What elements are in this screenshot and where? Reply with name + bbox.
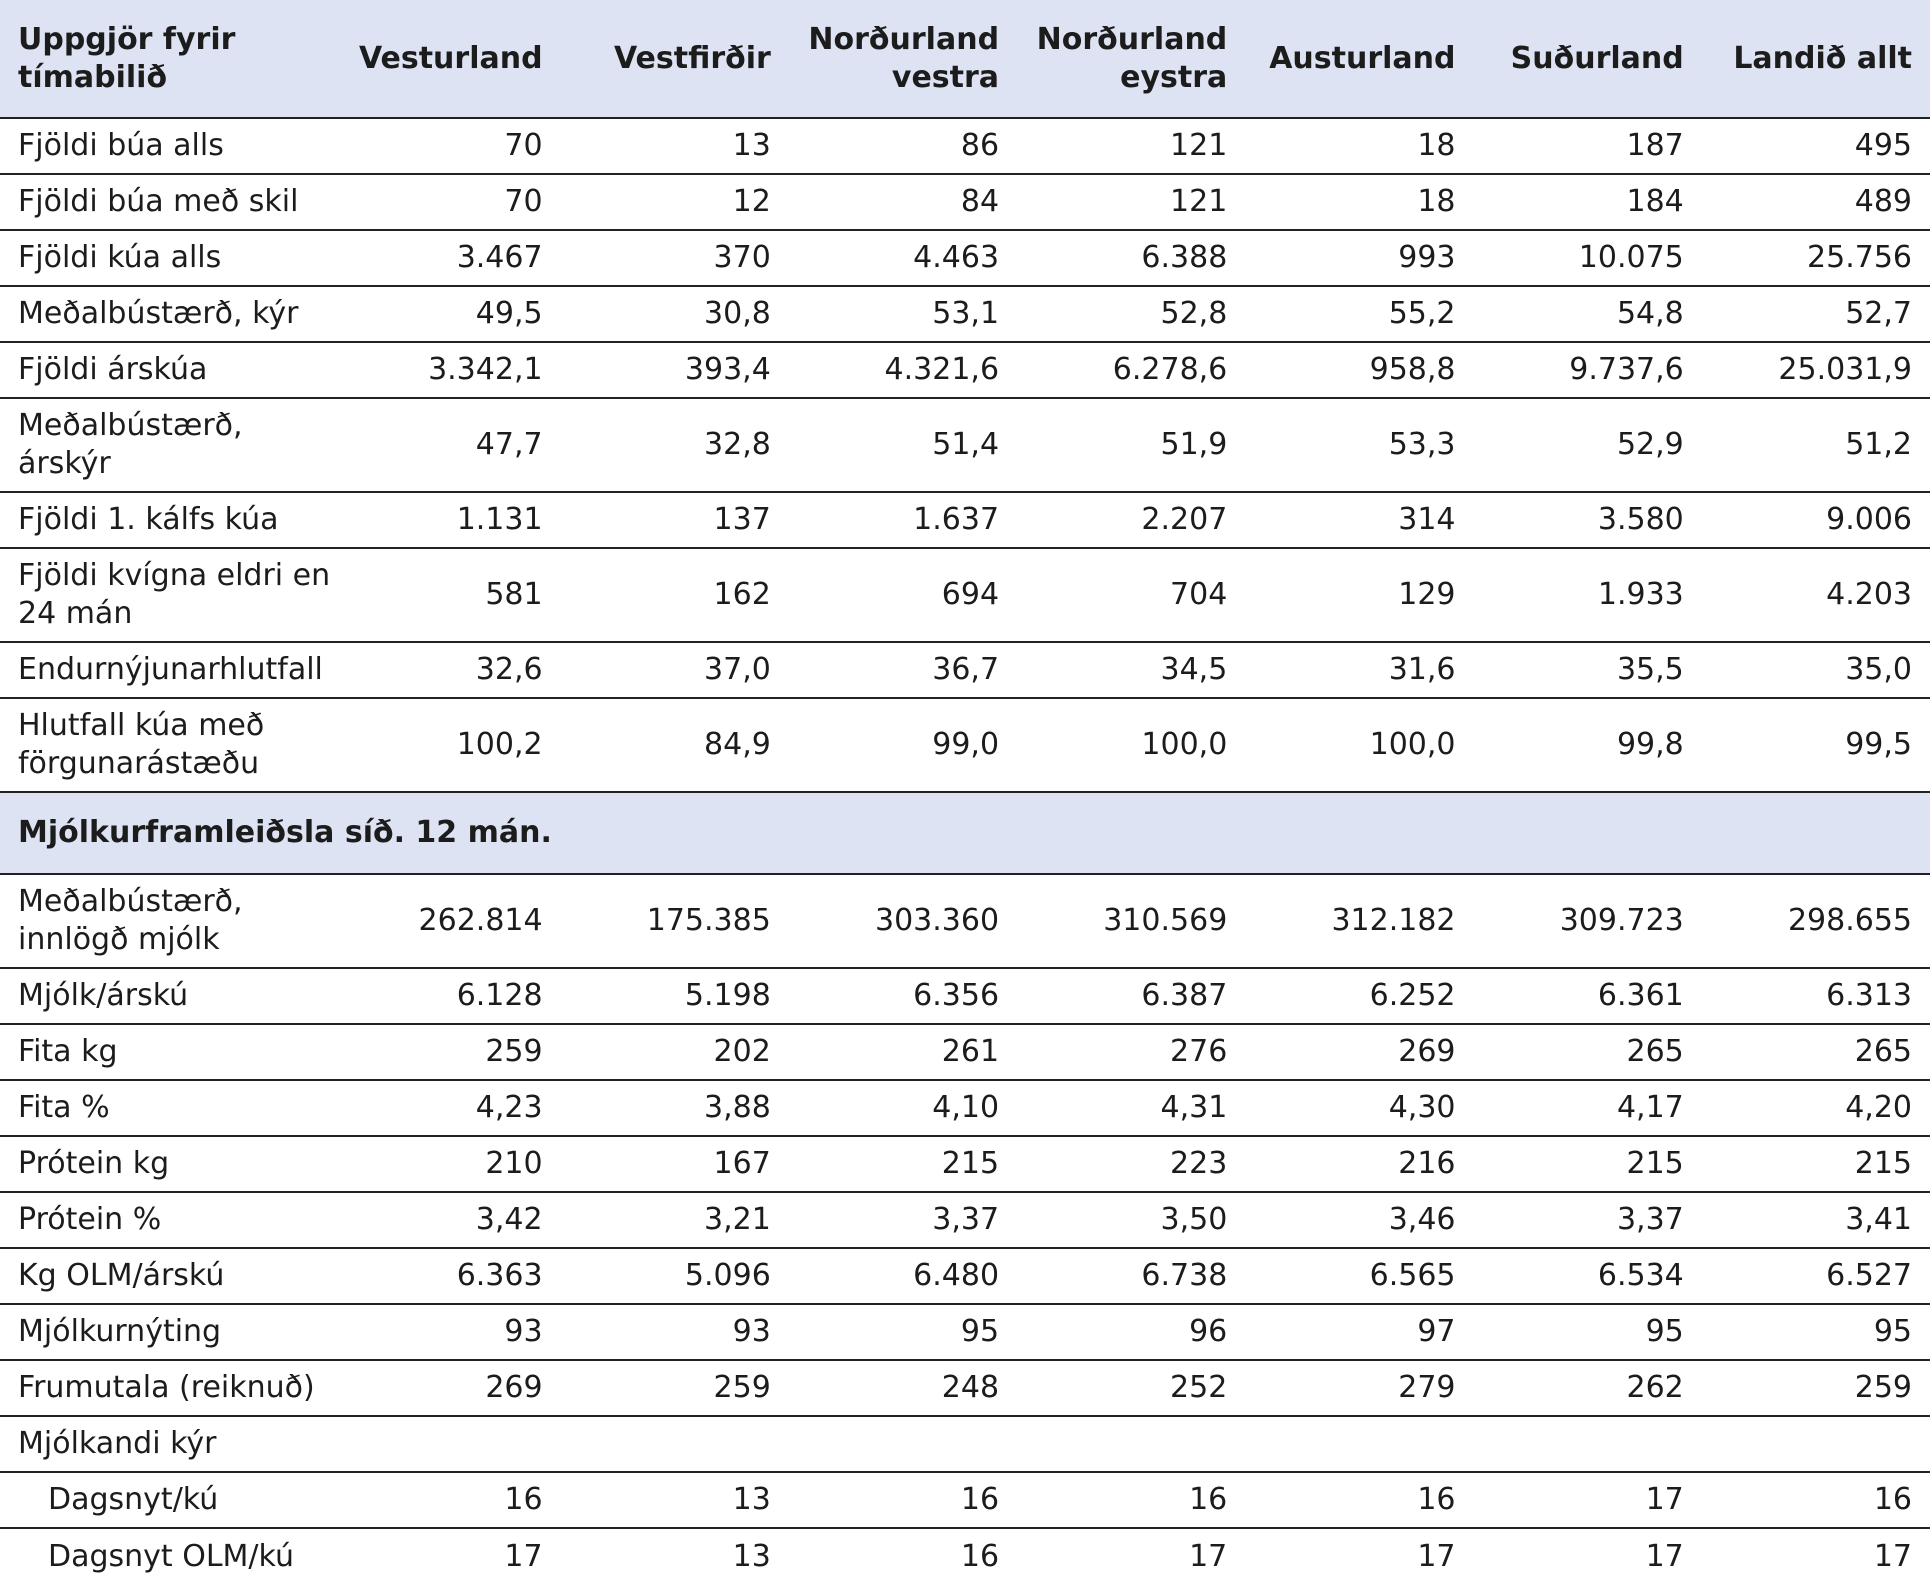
table-cell: 6.363 xyxy=(332,1248,560,1304)
table-cell: 215 xyxy=(1702,1136,1930,1192)
table-cell: 5.198 xyxy=(561,968,789,1024)
table-cell: 100,0 xyxy=(1245,698,1473,792)
table-cell: 16 xyxy=(960,1538,1000,1574)
table-row xyxy=(0,1192,1930,1248)
table-cell: 259 xyxy=(1702,1360,1930,1416)
table-cell: 13 xyxy=(561,1472,789,1528)
table-row xyxy=(0,342,1930,398)
table-cell: 53,3 xyxy=(1245,398,1473,492)
row-label: Frumutala (reiknuð) xyxy=(0,1360,332,1416)
table-cell: 55,2 xyxy=(1245,286,1473,342)
table-cell: 252 xyxy=(1017,1360,1245,1416)
table-cell: 993 xyxy=(1245,230,1473,286)
table-row xyxy=(0,1528,1930,1584)
row-label: Dagsnyt OLM/kú xyxy=(48,1538,295,1574)
table-cell: 3,88 xyxy=(561,1080,789,1136)
table-cell: 86 xyxy=(789,118,1017,174)
table-cell: 4,30 xyxy=(1245,1080,1473,1136)
row-label: Hlutfall kúa með förgunarástæðu xyxy=(0,698,332,792)
table-row xyxy=(0,118,1930,174)
table-row xyxy=(0,1360,1930,1416)
table-cell: 269 xyxy=(1245,1024,1473,1080)
table-cell: 13 xyxy=(561,118,789,174)
row-label: Prótein kg xyxy=(0,1136,332,1192)
table-cell: 6.565 xyxy=(1245,1248,1473,1304)
table-cell: 32,8 xyxy=(561,398,789,492)
table-row xyxy=(0,642,1930,698)
table-cell: 6.361 xyxy=(1474,968,1702,1024)
table-cell xyxy=(1474,1416,1702,1472)
table-row xyxy=(0,1136,1930,1192)
table-row xyxy=(0,548,1930,642)
table-row xyxy=(0,398,1930,492)
row-label: Meðalbústærð, kýr xyxy=(0,286,332,342)
table-cell: 4,23 xyxy=(332,1080,560,1136)
table-cell: 4,17 xyxy=(1474,1080,1702,1136)
table-cell: 704 xyxy=(1017,548,1245,642)
row-label: Prótein % xyxy=(0,1192,332,1248)
table-cell: 16 xyxy=(1702,1472,1930,1528)
table-row xyxy=(0,1248,1930,1304)
table-cell: 259 xyxy=(332,1024,560,1080)
row-label: Fjöldi búa alls xyxy=(0,118,332,174)
table-cell: 18 xyxy=(1245,174,1473,230)
table-cell: 52,8 xyxy=(1017,286,1245,342)
table-row xyxy=(0,698,1930,792)
table-cell: 4,20 xyxy=(1702,1080,1930,1136)
table-cell: 309.723 xyxy=(1474,874,1702,968)
table-cell: 4.321,6 xyxy=(789,342,1017,398)
table-cell: 1.933 xyxy=(1474,548,1702,642)
table-cell: 4.203 xyxy=(1702,548,1930,642)
table-row xyxy=(0,492,1930,548)
table-cell: 3,37 xyxy=(1474,1192,1702,1248)
table-cell: 5.096 xyxy=(561,1248,789,1304)
row-label: Fjöldi kúa alls xyxy=(0,230,332,286)
table-cell xyxy=(1245,1416,1473,1472)
table-cell: 259 xyxy=(561,1360,789,1416)
table-cell: 298.655 xyxy=(1702,874,1930,968)
table-cell: 1.637 xyxy=(789,492,1017,548)
table-cell: 6.387 xyxy=(1017,968,1245,1024)
column-header-sudurland: Suðurland xyxy=(1474,0,1702,118)
table-cell: 6.252 xyxy=(1245,968,1473,1024)
table-cell: 187 xyxy=(1474,118,1702,174)
table-cell: 18 xyxy=(1245,118,1473,174)
table-cell: 3.342,1 xyxy=(332,342,560,398)
row-label: Fjöldi 1. kálfs kúa xyxy=(0,492,332,548)
table-cell: 216 xyxy=(1245,1136,1473,1192)
row-label: Meðalbústærð, innlögð mjólk xyxy=(0,874,332,968)
table-cell: 393,4 xyxy=(561,342,789,398)
table-cell: 202 xyxy=(561,1024,789,1080)
row-label: Mjólkurnýting xyxy=(0,1304,332,1360)
table-cell: 31,6 xyxy=(1245,642,1473,698)
table-cell: 3,41 xyxy=(1702,1192,1930,1248)
table-cell: 17 xyxy=(504,1538,543,1574)
table-cell: 3,50 xyxy=(1017,1192,1245,1248)
row-label: Mjólk/árskú xyxy=(0,968,332,1024)
table-cell: 184 xyxy=(1474,174,1702,230)
table-cell: 9.006 xyxy=(1702,492,1930,548)
table-cell: 32,6 xyxy=(332,642,560,698)
table-cell: 93 xyxy=(332,1304,560,1360)
table-row xyxy=(0,286,1930,342)
row-label: Endurnýjunarhlutfall xyxy=(0,642,332,698)
table-row xyxy=(0,174,1930,230)
table-cell xyxy=(1702,1416,1930,1472)
column-header-nordurland-vestra: Norðurland vestra xyxy=(789,0,1017,118)
column-header-austurland: Austurland xyxy=(1245,0,1473,118)
table-cell: 6.128 xyxy=(332,968,560,1024)
table-cell: 175.385 xyxy=(561,874,789,968)
table-cell: 129 xyxy=(1245,548,1473,642)
column-header-vesturland: Vesturland xyxy=(332,0,560,118)
table-cell: 6.534 xyxy=(1474,1248,1702,1304)
table-cell: 276 xyxy=(1017,1024,1245,1080)
table-cell: 17 xyxy=(1474,1472,1702,1528)
table-cell: 581 xyxy=(332,548,560,642)
table-cell: 13 xyxy=(732,1538,771,1574)
table-cell: 16 xyxy=(1245,1472,1473,1528)
table-cell: 52,7 xyxy=(1702,286,1930,342)
table-cell: 34,5 xyxy=(1017,642,1245,698)
table-cell: 312.182 xyxy=(1245,874,1473,968)
table-cell: 17 xyxy=(1645,1538,1684,1574)
table-row xyxy=(0,968,1930,1024)
table-cell: 35,0 xyxy=(1702,642,1930,698)
table-cell: 6.356 xyxy=(789,968,1017,1024)
table-cell: 694 xyxy=(789,548,1017,642)
table-cell: 16 xyxy=(1017,1472,1245,1528)
table-cell: 37,0 xyxy=(561,642,789,698)
table-cell: 262 xyxy=(1474,1360,1702,1416)
table-cell: 10.075 xyxy=(1474,230,1702,286)
table-cell: 12 xyxy=(561,174,789,230)
table-cell: 167 xyxy=(561,1136,789,1192)
table-cell: 35,5 xyxy=(1474,642,1702,698)
table-cell: 265 xyxy=(1474,1024,1702,1080)
table-cell: 17 xyxy=(1873,1538,1912,1574)
table-cell: 310.569 xyxy=(1017,874,1245,968)
table-row xyxy=(0,230,1930,286)
table-cell: 489 xyxy=(1702,174,1930,230)
table-cell: 121 xyxy=(1017,118,1245,174)
table-cell: 93 xyxy=(561,1304,789,1360)
table-cell xyxy=(789,1416,1017,1472)
table-row xyxy=(0,1024,1930,1080)
table-cell: 6.480 xyxy=(789,1248,1017,1304)
row-label: Mjólkandi kýr xyxy=(0,1416,332,1472)
table-cell: 370 xyxy=(561,230,789,286)
table-cell: 25.756 xyxy=(1702,230,1930,286)
table-cell: 3.467 xyxy=(332,230,560,286)
table-cell: 3,37 xyxy=(789,1192,1017,1248)
table-cell xyxy=(332,1416,560,1472)
table-cell xyxy=(1017,1416,1245,1472)
table-cell: 6.527 xyxy=(1702,1248,1930,1304)
table-cell: 265 xyxy=(1702,1024,1930,1080)
table-cell: 4,31 xyxy=(1017,1080,1245,1136)
table-cell: 51,4 xyxy=(789,398,1017,492)
table-cell: 3,21 xyxy=(561,1192,789,1248)
table-cell: 95 xyxy=(789,1304,1017,1360)
table-cell: 121 xyxy=(1017,174,1245,230)
table-cell: 4.463 xyxy=(789,230,1017,286)
row-label: Fita % xyxy=(0,1080,332,1136)
table-body xyxy=(0,118,1930,1584)
table-cell: 17 xyxy=(1189,1538,1228,1574)
table-cell: 215 xyxy=(789,1136,1017,1192)
table-cell: 36,7 xyxy=(789,642,1017,698)
section-title: Mjólkurframleiðsla síð. 12 mán. xyxy=(0,792,1930,874)
table-cell: 53,1 xyxy=(789,286,1017,342)
table-cell: 99,0 xyxy=(789,698,1017,792)
table-cell: 6.738 xyxy=(1017,1248,1245,1304)
row-label: Fjöldi kvígna eldri en 24 mán xyxy=(0,548,332,642)
table-cell: 100,0 xyxy=(1017,698,1245,792)
table-cell: 6.278,6 xyxy=(1017,342,1245,398)
table-cell: 97 xyxy=(1245,1304,1473,1360)
table-cell: 303.360 xyxy=(789,874,1017,968)
table-cell: 958,8 xyxy=(1245,342,1473,398)
table-cell: 51,2 xyxy=(1702,398,1930,492)
table-cell: 47,7 xyxy=(332,398,560,492)
table-cell: 6.388 xyxy=(1017,230,1245,286)
table-cell: 1.131 xyxy=(332,492,560,548)
table-cell: 70 xyxy=(332,174,560,230)
table-cell: 17 xyxy=(1417,1538,1456,1574)
section-header-row xyxy=(0,792,1930,874)
table-row xyxy=(0,1304,1930,1360)
row-label: Kg OLM/árskú xyxy=(0,1248,332,1304)
table-row xyxy=(0,1416,1930,1472)
table-cell: 70 xyxy=(332,118,560,174)
table-cell: 3,42 xyxy=(332,1192,560,1248)
row-label: Fjöldi búa með skil xyxy=(0,174,332,230)
table-cell: 95 xyxy=(1702,1304,1930,1360)
table-cell: 54,8 xyxy=(1474,286,1702,342)
table-cell: 84 xyxy=(789,174,1017,230)
table-cell: 30,8 xyxy=(561,286,789,342)
header-row xyxy=(0,0,1930,118)
table-cell: 137 xyxy=(561,492,789,548)
table-cell: 49,5 xyxy=(332,286,560,342)
table-cell: 99,8 xyxy=(1474,698,1702,792)
table-cell: 215 xyxy=(1474,1136,1702,1192)
row-label: Fjöldi árskúa xyxy=(0,342,332,398)
table-cell: 269 xyxy=(332,1360,560,1416)
table-cell: 210 xyxy=(332,1136,560,1192)
row-label: Dagsnyt/kú xyxy=(0,1472,332,1528)
table-row xyxy=(0,1472,1930,1528)
column-header-landid-allt: Landið allt xyxy=(1702,0,1930,118)
table-cell: 495 xyxy=(1702,118,1930,174)
table-cell: 3.580 xyxy=(1474,492,1702,548)
table-cell: 51,9 xyxy=(1017,398,1245,492)
row-label: Meðalbústærð, árskýr xyxy=(0,398,332,492)
table-cell: 4,10 xyxy=(789,1080,1017,1136)
table-cell: 16 xyxy=(789,1472,1017,1528)
table-cell: 261 xyxy=(789,1024,1017,1080)
table-cell: 6.313 xyxy=(1702,968,1930,1024)
table-cell: 99,5 xyxy=(1702,698,1930,792)
table-row xyxy=(0,1080,1930,1136)
table-cell: 279 xyxy=(1245,1360,1473,1416)
table-cell: 223 xyxy=(1017,1136,1245,1192)
column-header-vestfirdir: Vestfirðir xyxy=(561,0,789,118)
table-cell: 314 xyxy=(1245,492,1473,548)
table-cell: 162 xyxy=(561,548,789,642)
table-cell: 248 xyxy=(789,1360,1017,1416)
table-cell: 262.814 xyxy=(332,874,560,968)
table-cell: 3,46 xyxy=(1245,1192,1473,1248)
table-cell: 96 xyxy=(1017,1304,1245,1360)
table-cell: 52,9 xyxy=(1474,398,1702,492)
table-cell xyxy=(561,1416,789,1472)
table-cell: 100,2 xyxy=(332,698,560,792)
table-cell: 95 xyxy=(1474,1304,1702,1360)
table-cell: 16 xyxy=(332,1472,560,1528)
table-row xyxy=(0,874,1930,968)
table-cell: 2.207 xyxy=(1017,492,1245,548)
table-cell: 84,9 xyxy=(561,698,789,792)
row-label: Fita kg xyxy=(0,1024,332,1080)
column-header-nordurland-eystra: Norðurland eystra xyxy=(1017,0,1245,118)
table-cell: 9.737,6 xyxy=(1474,342,1702,398)
table-cell: 25.031,9 xyxy=(1702,342,1930,398)
column-header-period: Uppgjör fyrir tímabilið xyxy=(0,0,332,118)
